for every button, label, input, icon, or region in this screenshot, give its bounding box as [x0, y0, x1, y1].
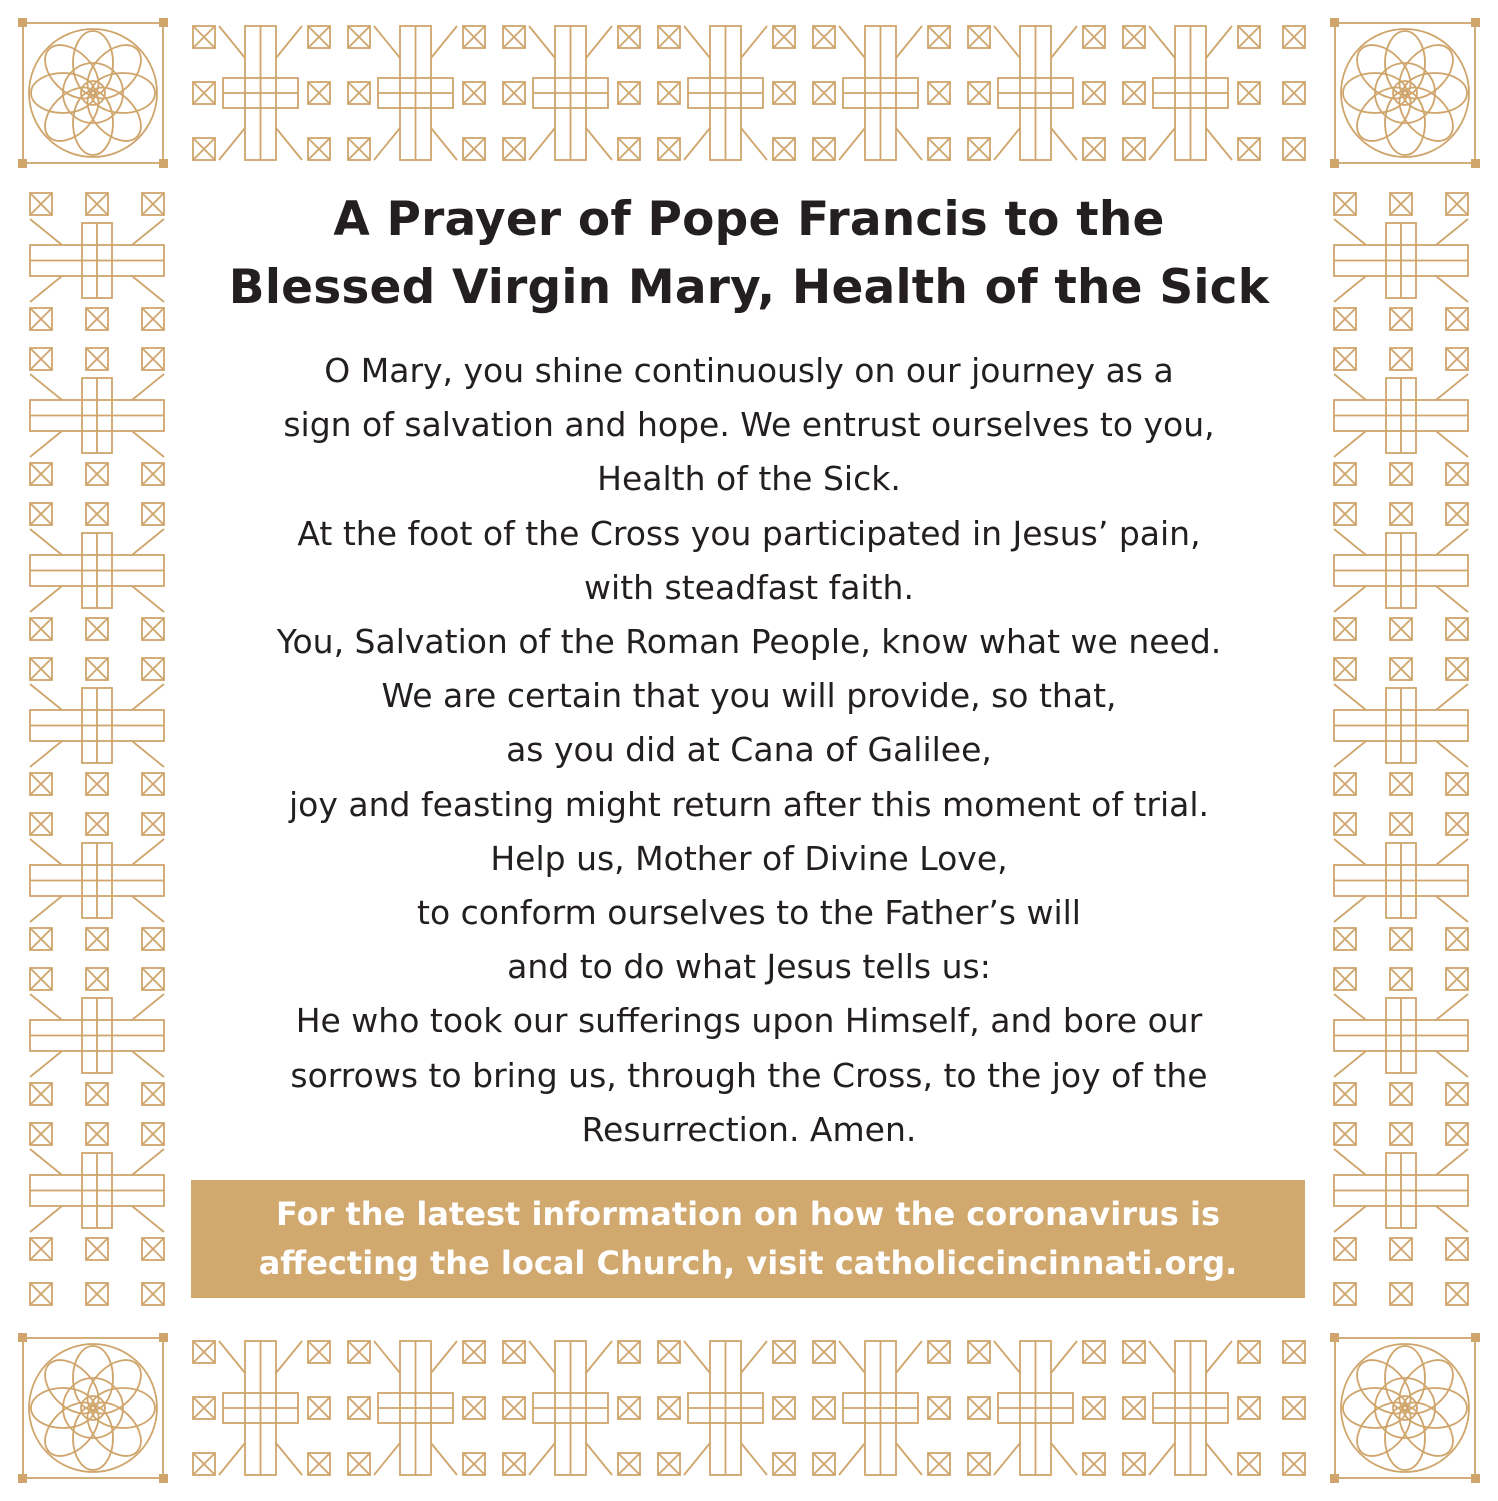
prayer-line: Health of the Sick.	[597, 459, 901, 499]
rosette-top-right	[1330, 18, 1480, 168]
title-line-1: A Prayer of Pope Francis to the	[333, 192, 1165, 247]
prayer-line: with steadfast faith.	[584, 567, 914, 607]
left-band	[30, 193, 164, 1305]
prayer-line: sign of salvation and hope. We entrust ourselves to you,	[283, 405, 1215, 445]
rosette-top-left	[18, 18, 168, 168]
prayer-line: as you did at Cana of Galilee,	[506, 730, 992, 770]
top-band	[193, 26, 1305, 160]
prayer-line: to conform ourselves to the Father’s will	[417, 893, 1081, 933]
right-band	[1334, 193, 1468, 1305]
prayer-line: You, Salvation of the Roman People, know what we need.	[276, 622, 1222, 662]
prayer-text	[180, 344, 1318, 1157]
prayer-line: Help us, Mother of Divine Love,	[490, 838, 1008, 878]
rosette-bottom-left	[18, 1333, 168, 1483]
prayer-line: and to do what Jesus tells us:	[507, 947, 991, 987]
rosette-bottom-right	[1330, 1333, 1480, 1483]
prayer-line: sorrows to bring us, through the Cross, to the joy of the	[290, 1055, 1208, 1095]
prayer-line: O Mary, you shine continuously on our journey as a	[324, 351, 1174, 390]
prayer-line: We are certain that you will provide, so that,	[381, 676, 1117, 716]
title-line-2: Blessed Virgin Mary, Health of the Sick	[228, 260, 1270, 315]
banner-line-1: For the latest information on how the coronavirus is	[276, 1195, 1220, 1233]
prayer-line: He who took our sufferings upon Himself, and bore our	[295, 1001, 1203, 1041]
prayer-line: joy and feasting might return after this moment of trial.	[289, 784, 1209, 824]
bottom-band	[193, 1341, 1305, 1475]
info-banner	[191, 1180, 1305, 1298]
prayer-card	[180, 186, 1318, 1157]
page-title	[180, 186, 1318, 322]
prayer-line: Resurrection. Amen.	[581, 1109, 917, 1149]
prayer-line: At the foot of the Cross you participated in Jesus’ pain,	[297, 513, 1201, 553]
banner-line-2: affecting the local Church, visit catholiccincinnati.org.	[258, 1244, 1238, 1282]
